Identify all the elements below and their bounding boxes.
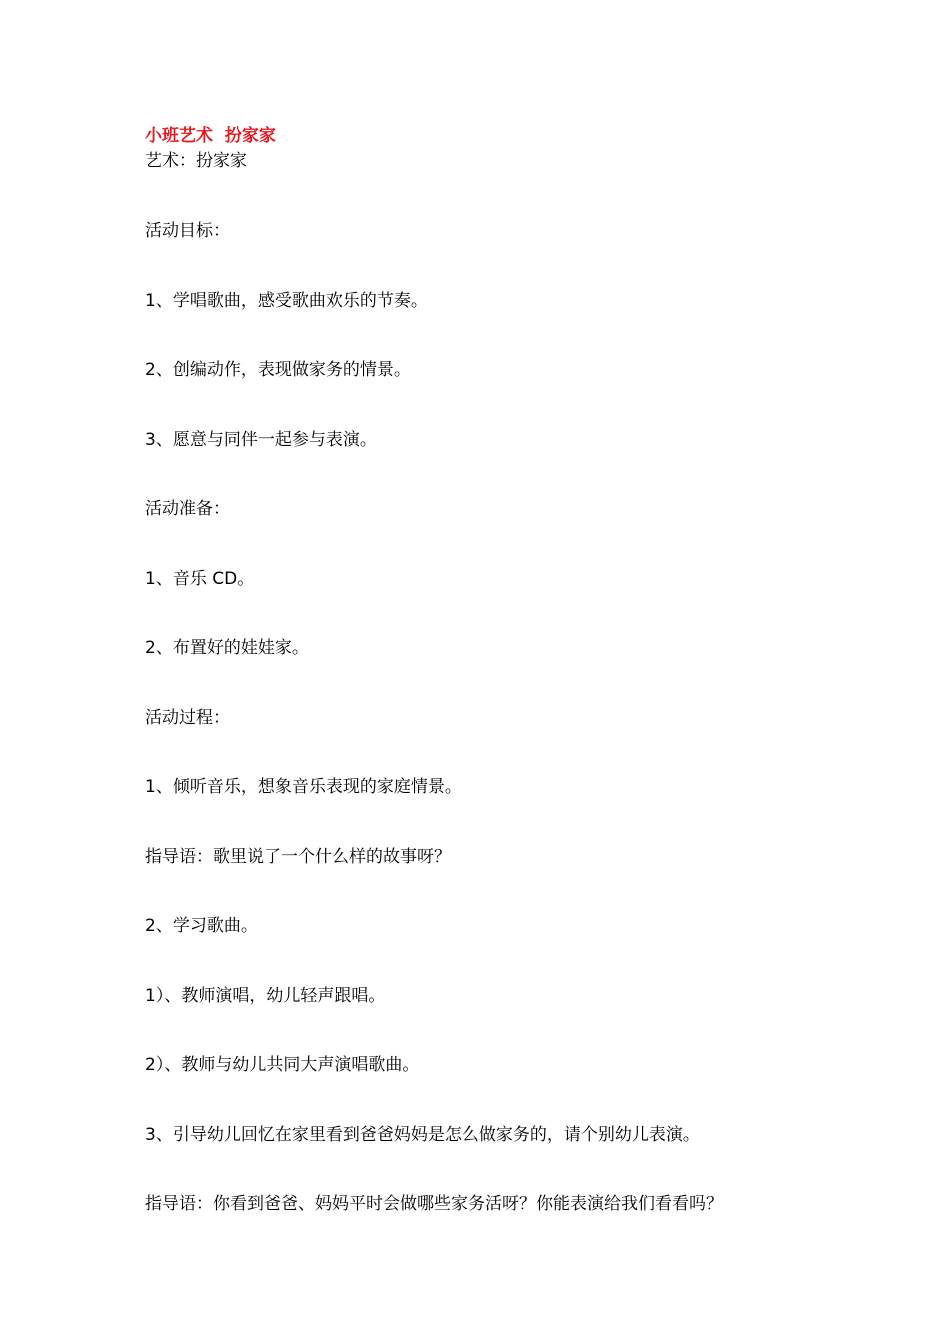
preparation-item-2: 2、布置好的娃娃家。 bbox=[145, 638, 309, 658]
section-heading-process: 活动过程： bbox=[145, 708, 230, 728]
guidance-text-1: 指导语：歌里说了一个什么样的故事呀？ bbox=[145, 847, 451, 867]
section-heading-goals: 活动目标： bbox=[145, 221, 230, 241]
goal-item-1: 1、学唱歌曲，感受歌曲欢乐的节奏。 bbox=[145, 291, 428, 311]
process-substep-1: 1）、教师演唱，幼儿轻声跟唱。 bbox=[145, 986, 386, 1006]
document-subtitle: 艺术：扮家家 bbox=[145, 151, 247, 171]
goal-item-2: 2、创编动作，表现做家务的情景。 bbox=[145, 360, 411, 380]
process-step-2: 2、学习歌曲。 bbox=[145, 916, 258, 936]
process-substep-2: 2）、教师与幼儿共同大声演唱歌曲。 bbox=[145, 1055, 420, 1075]
goal-item-3: 3、愿意与同伴一起参与表演。 bbox=[145, 430, 377, 450]
preparation-item-1: 1、音乐 CD。 bbox=[145, 569, 255, 589]
process-step-1: 1、倾听音乐，想象音乐表现的家庭情景。 bbox=[145, 777, 462, 797]
guidance-text-2: 指导语：你看到爸爸、妈妈平时会做哪些家务活呀？你能表演给我们看看吗？ bbox=[145, 1194, 723, 1214]
document-title: 小班艺术 扮家家 bbox=[145, 126, 276, 146]
process-step-3: 3、引导幼儿回忆在家里看到爸爸妈妈是怎么做家务的，请个别幼儿表演。 bbox=[145, 1125, 700, 1145]
section-heading-preparation: 活动准备： bbox=[145, 499, 230, 519]
